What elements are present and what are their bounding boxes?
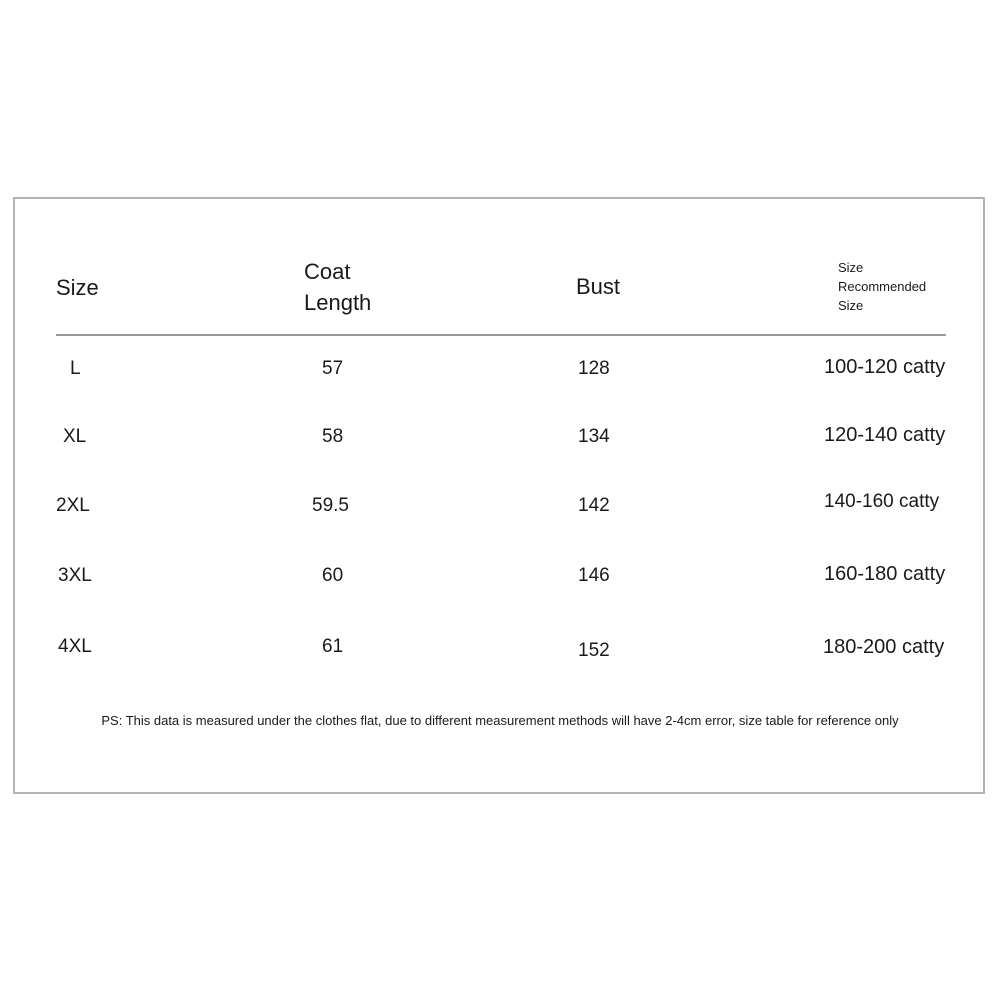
row-1-recommended: 100-120 catty xyxy=(824,356,946,378)
header-coat-length-line2: Length xyxy=(304,290,372,315)
row-4-recommended: 160-180 catty xyxy=(824,563,946,585)
row-1-size: L xyxy=(70,358,81,379)
measurement-note: PS: This data is measured under the clothes flat, due to different measurement methods will have 2-4cm error, size table for reference only xyxy=(101,713,899,728)
row-3-bust: 142 xyxy=(578,495,610,516)
row-5-bust: 152 xyxy=(578,640,610,661)
header-recommended-line2: Recommended xyxy=(838,279,927,294)
row-4-size: 3XL xyxy=(58,565,92,586)
header-bust: Bust xyxy=(576,274,621,299)
row-3-recommended: 140-160 catty xyxy=(824,491,940,512)
header-recommended-line3: Size xyxy=(838,298,864,313)
row-3-size: 2XL xyxy=(56,495,90,516)
row-1-coat-length: 57 xyxy=(322,358,344,379)
row-4-bust: 146 xyxy=(578,565,610,586)
row-2-size: XL xyxy=(63,426,87,447)
row-5-recommended: 180-200 catty xyxy=(823,636,945,658)
header-size: Size xyxy=(56,275,99,300)
header-divider xyxy=(56,334,946,336)
row-2-bust: 134 xyxy=(578,426,610,447)
row-1-bust: 128 xyxy=(578,358,610,379)
row-5-coat-length: 61 xyxy=(322,636,344,657)
row-5-size: 4XL xyxy=(58,636,92,657)
row-4-coat-length: 60 xyxy=(322,565,344,586)
header-recommended-line1: Size xyxy=(838,260,864,275)
row-2-coat-length: 58 xyxy=(322,426,344,447)
row-3-coat-length: 59.5 xyxy=(312,495,349,516)
header-coat-length-line1: Coat xyxy=(304,259,351,284)
row-2-recommended: 120-140 catty xyxy=(824,424,946,446)
